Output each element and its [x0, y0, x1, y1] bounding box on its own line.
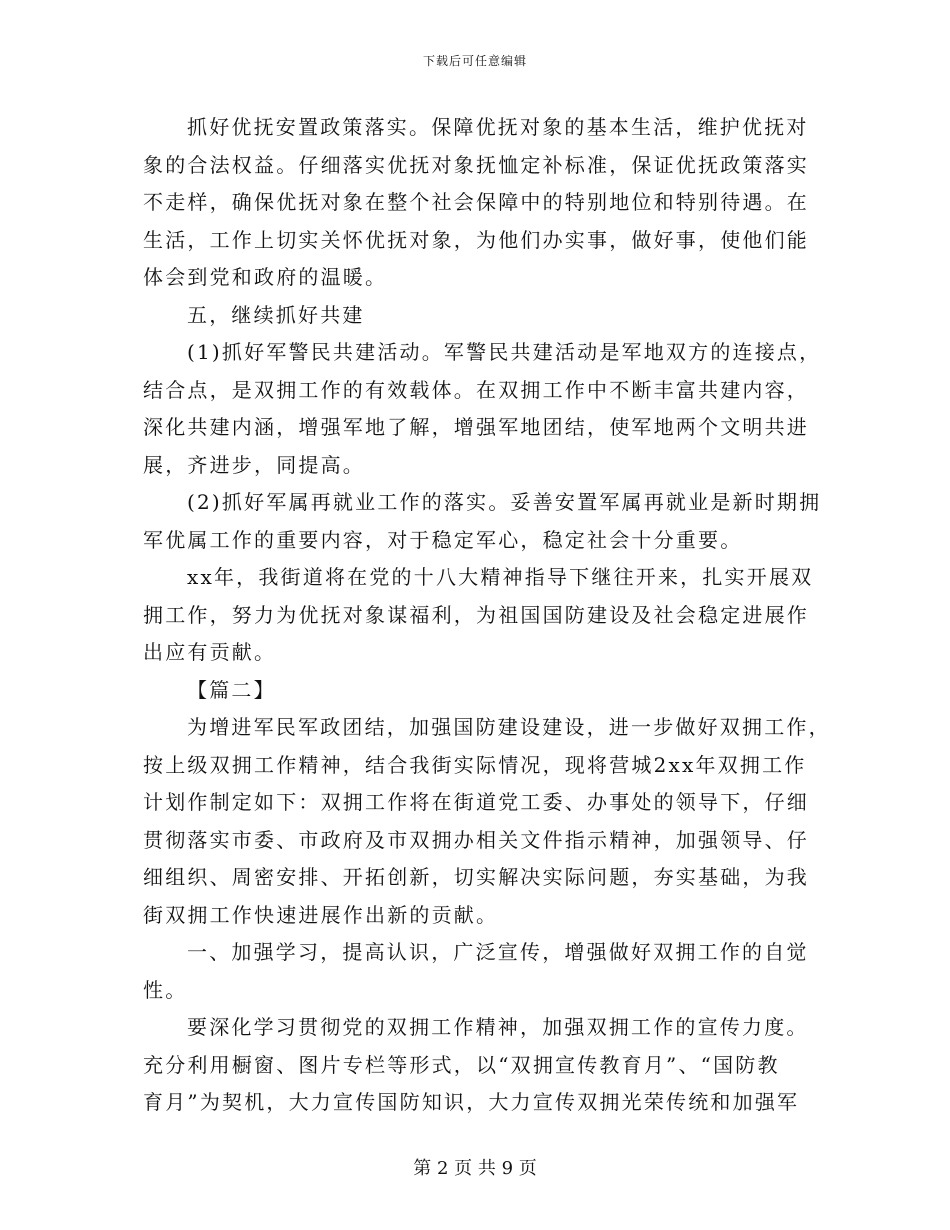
- text-line: 不走样，确保优抚对象在整个社会保障中的特别地位和特别待遇。在: [143, 190, 809, 214]
- text-line: 象的合法权益。仔细落实优抚对象抚恤定补标准，保证优抚政策落实: [143, 152, 809, 177]
- text-line: 生活，工作上切实关怀优抚对象，为他们办实事，做好事，使他们能: [143, 227, 809, 252]
- text-line: 计划作制定如下：双拥工作将在街道党工委、办事处的领导下，仔细: [143, 790, 809, 814]
- text-line: 性。: [143, 977, 188, 1002]
- text-line: 细组织、周密安排、开拓创新，切实解决实际问题，夯实基础，为我: [143, 865, 809, 889]
- text-line: 军优属工作的重要内容，对于稳定军心，稳定社会十分重要。: [143, 527, 743, 552]
- text-line: 充分利用橱窗、图片专栏等形式，以“双拥宣传教育月”、“国防教: [143, 1052, 780, 1077]
- page-indicator: 第 2 页 共 9 页: [413, 1158, 537, 1179]
- text-line: 抓好优抚安置政策落实。保障优抚对象的基本生活，维护优抚对: [187, 115, 809, 139]
- text-line: 展，齐进步，同提高。: [143, 452, 365, 477]
- text-line: 街双拥工作快速进展作出新的贡献。: [143, 902, 499, 927]
- section-heading: 五，继续抓好共建: [187, 302, 365, 327]
- text-line: xx年，我街道将在党的十八大精神指导下继往开来，扎实开展双: [187, 565, 814, 589]
- section-heading: 【篇二】: [187, 677, 276, 702]
- text-line: 贯彻落实市委、市政府及市双拥办相关文件指示精神，加强领导、仔: [143, 827, 809, 852]
- text-line: 拥工作，努力为优抚对象谋福利，为祖国国防建设及社会稳定进展作: [143, 602, 809, 627]
- text-line: (2)抓好军属再就业工作的落实。妥善安置军属再就业是新时期拥: [187, 490, 822, 514]
- text-line: 为增进军民军政团结，加强国防建设建设，进一步做好双拥工作，: [187, 715, 831, 739]
- text-line: 要深化学习贯彻党的双拥工作精神，加强双拥工作的宣传力度。: [187, 1015, 809, 1039]
- text-line: 按上级双拥工作精神，结合我街实际情况，现将营城2xx年双拥工作: [143, 752, 807, 777]
- text-line: 育月”为契机，大力宣传国防知识，大力宣传双拥光荣传统和加强军: [143, 1090, 800, 1114]
- text-line: (1)抓好军警民共建活动。军警民共建活动是军地双方的连接点，: [187, 340, 822, 364]
- page-header-note: 下载后可任意编辑: [422, 54, 527, 68]
- section-heading: 一、加强学习，提高认识，广泛宣传，增强做好双拥工作的自觉: [187, 940, 809, 964]
- text-line: 深化共建内涵，增强军地了解，增强军地团结，使军地两个文明共进: [143, 415, 809, 439]
- text-line: 出应有贡献。: [143, 640, 277, 664]
- document-body: [143, 109, 831, 1122]
- text-line: 结合点，是双拥工作的有效载体。在双拥工作中不断丰富共建内容，: [143, 377, 809, 402]
- text-line: 体会到党和政府的温暖。: [143, 265, 388, 289]
